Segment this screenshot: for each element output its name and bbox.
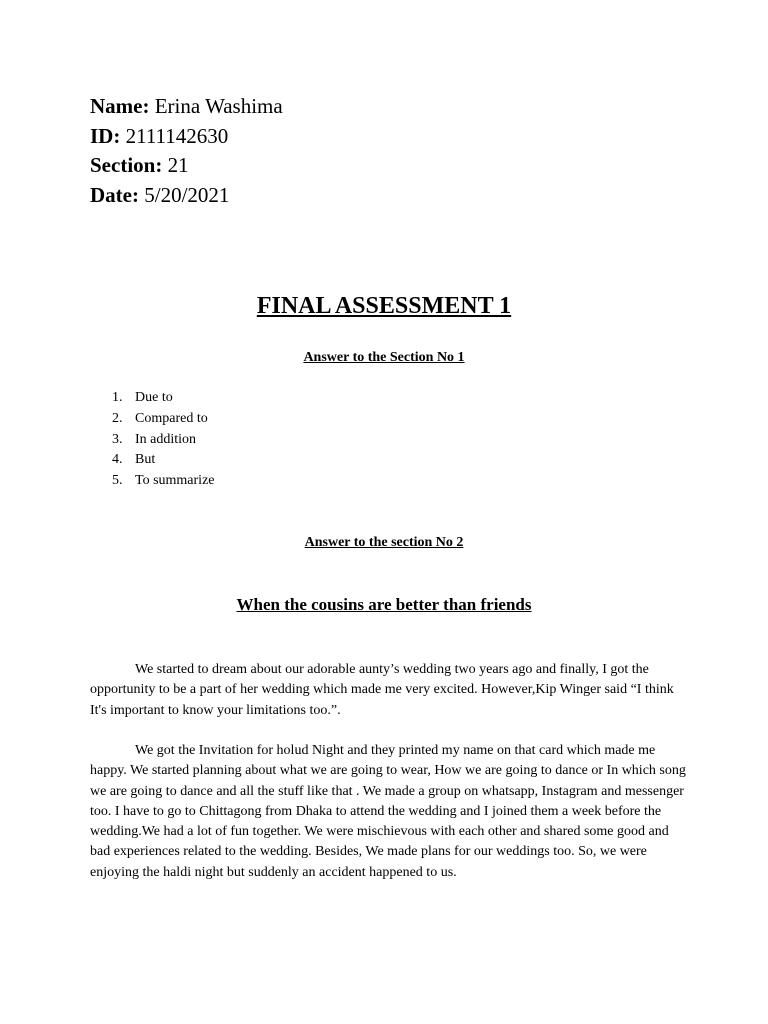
date-label: Date: xyxy=(90,182,139,207)
name-value: Erina Washima xyxy=(154,94,283,118)
list-item-text: But xyxy=(135,452,156,468)
list-item xyxy=(112,409,215,430)
section-1-heading: Answer to the Section No 1 xyxy=(303,350,465,365)
list-item-text: To summarize xyxy=(135,473,215,489)
section-row xyxy=(90,151,283,181)
page-title: FINAL ASSESSMENT 1 xyxy=(256,293,512,319)
id-label: ID: xyxy=(90,123,121,148)
list-item-text: In addition xyxy=(135,431,197,447)
essay-paragraph-1: We started to dream about our adorable aunty’s wedding two years ago and finally, I got the opportunity to be a part of her wedding which made me very excited. However,Kip Winger said “I think It's important to know your limitations too.”. xyxy=(90,662,674,718)
list-item xyxy=(112,471,215,492)
list-item-number: 1. xyxy=(112,390,123,405)
name-label: Name: xyxy=(90,94,150,118)
section-2-heading: Answer to the section No 2 xyxy=(304,535,464,550)
essay-paragraph-2: We got the Invitation for holud Night and they printed my name on that card which made me happy. We started planning about what we are going to wear, How we are going to dance or In which song we are going to dance and all the stuff like that . We made a group on whatsapp, Instagram and messenger too. I have to go to Chittagong from Dhaka to attend the wedding and I joined them a week before the wedding.We had a lot of fun together. We were mischievous with each other and shared some good and bad experiences related to the wedding. Besides, We made plans for our weddings too. So, we were enjoying the haldi night but suddenly an accident happened to us. xyxy=(90,743,686,880)
list-item-number: 5. xyxy=(112,473,123,489)
id-row xyxy=(90,122,283,152)
list-item-text: Compared to xyxy=(135,410,208,426)
list-item-text: Due to xyxy=(135,390,173,405)
essay-title: When the cousins are better than friends xyxy=(236,595,532,614)
list-item xyxy=(112,450,215,471)
name-row xyxy=(90,92,283,122)
list-item-number: 2. xyxy=(112,410,123,426)
section-label: Section: xyxy=(90,153,163,177)
date-value: 5/20/2021 xyxy=(144,182,230,207)
date-row xyxy=(90,181,283,211)
list-item-number: 3. xyxy=(112,431,123,447)
list-item-number: 4. xyxy=(112,452,123,468)
section-value: 21 xyxy=(167,153,189,177)
list-item xyxy=(112,388,215,409)
list-item xyxy=(112,430,215,451)
answer-list xyxy=(112,388,215,492)
student-info xyxy=(90,92,283,210)
id-value: 2111142630 xyxy=(125,123,229,148)
